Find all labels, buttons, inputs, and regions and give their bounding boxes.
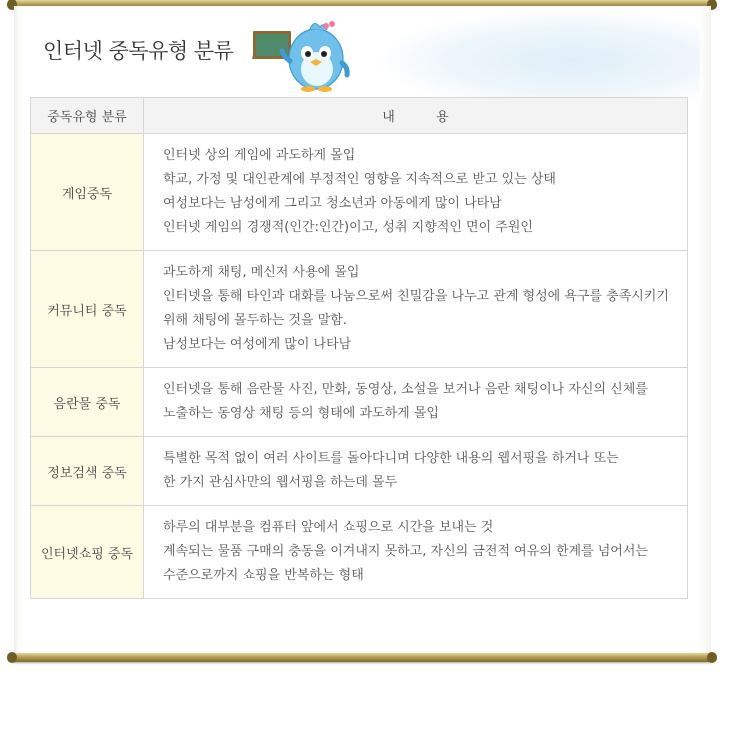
table-header-row [31, 98, 688, 134]
row-description [144, 368, 688, 437]
header-category: 중독유형 분류 [31, 98, 144, 134]
description-line: 계속되는 물품 구매의 충동을 이겨내지 못하고, 자신의 금전적 여유의 한계를 넘어서는 [163, 544, 648, 559]
description-line: 과도하게 채팅, 메신저 사용에 몰입 [163, 265, 360, 280]
description-line: 학교, 가정 및 대인관계에 부정적인 영향을 지속적으로 받고 있는 상태 [163, 172, 556, 187]
table-row [31, 134, 688, 251]
row-category: 정보검색 중독 [31, 437, 144, 506]
row-category: 음란물 중독 [31, 368, 144, 437]
description-line: 하루의 대부분을 컴퓨터 앞에서 쇼핑으로 시간을 보내는 것 [163, 520, 494, 535]
row-category: 인터넷쇼핑 중독 [31, 506, 144, 599]
description-line: 인터넷을 통해 음란물 사진, 만화, 동영상, 소설을 보거나 음란 채팅이나 자신의 신체를 [163, 382, 648, 397]
table-row [31, 368, 688, 437]
description-line: 위해 채팅에 몰두하는 것을 말함. [163, 313, 347, 328]
header-content: 내 용 [144, 98, 688, 134]
description-line: 인터넷 게임의 경쟁적(인간:인간)이고, 성취 지향적인 면이 주원인 [163, 220, 533, 235]
description-line: 노출하는 동영상 채팅 등의 형태에 과도하게 몰입 [163, 406, 439, 421]
description-line: 남성보다는 여성에게 많이 나타남 [163, 337, 352, 352]
description-line: 여성보다는 남성에게 그리고 청소년과 아동에게 많이 나타남 [163, 196, 502, 211]
description-line: 인터넷을 통해 타인과 대화를 나눔으로써 친밀감을 나누고 관계 형성에 욕구를 충족시키기 [163, 289, 669, 304]
page-title: 인터넷 중독유형 분류 [43, 39, 234, 63]
table-row [31, 437, 688, 506]
row-description [144, 506, 688, 599]
table-row [31, 251, 688, 368]
row-description [144, 251, 688, 368]
cloud-decoration [380, 10, 700, 102]
description-line: 인터넷 상의 게임에 과도하게 몰입 [163, 148, 356, 163]
description-line: 한 가지 관심사만의 웹서핑을 하는데 몰두 [163, 475, 398, 490]
scroll-bottom-rod [10, 653, 714, 662]
row-description [144, 437, 688, 506]
row-category: 커뮤니티 중독 [31, 251, 144, 368]
bird-teacher-icon [250, 17, 350, 95]
description-line: 특별한 목적 없이 여러 사이트를 돌아다니며 다양한 내용의 웹서핑을 하거나 또는 [163, 451, 619, 466]
row-description [144, 134, 688, 251]
table-row [31, 506, 688, 599]
addiction-type-table [30, 97, 688, 599]
row-category: 게임중독 [31, 134, 144, 251]
description-line: 수준으로까지 쇼핑을 반복하는 형태 [163, 568, 364, 583]
